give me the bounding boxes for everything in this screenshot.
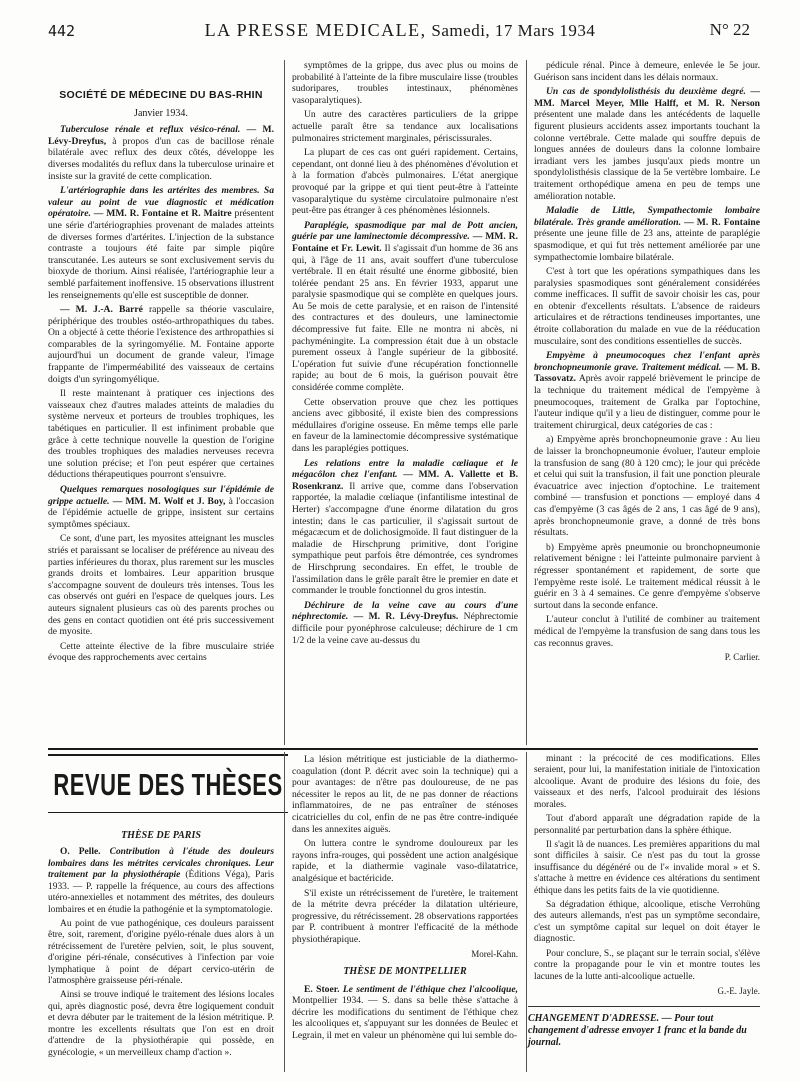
article-text: Il s'agit là de nuances. Les premières apparitions du mal sont difficiles à saisir. Ce n'est pas du tout la grosse insuffisance du dégénéré ou de l'« invalide moral » et S. s'attache à mettre en évidence ces altérations du sentiment éthique dans les petits faits de la vie quotidienne.	[534, 839, 760, 896]
article-text: La lésion métritique est justiciable de la diathermo-coagulation (dont P. décrit avec soin la technique) qui a pour avantages: de n'être pas douloureuse, de ne pas nécessiter le repos au lit, de ne pas donner de réactions inflammatoires, de ne pas entraîner de sténoses cicatricielles du col, enfin de ne pas être contre-indiquée dans les annexites aiguës.	[292, 754, 518, 835]
article-text: Cette atteinte élective de la fibre musculaire striée évoque des rapprochements avec certains	[48, 640, 274, 664]
article-paragraph	[48, 641, 274, 664]
article-paragraph	[534, 205, 760, 263]
journal-title: LA PRESSE MEDICALE,	[204, 20, 427, 40]
article-paragraph	[534, 754, 760, 811]
author-name: E. Stoer.	[304, 983, 340, 995]
article-paragraph	[534, 542, 760, 612]
author-name: — MM. A. Vallette et B. Rosenkranz.	[292, 469, 518, 492]
bottom-column-2	[292, 754, 518, 1045]
article-paragraph	[48, 919, 274, 988]
author-name: — M. J.-A. Barré	[60, 304, 143, 316]
article-title: L'artériographie dans les artérites des membres. Sa valeur au point de vue diagnostic et médication opératoire.	[48, 185, 274, 220]
article-paragraph	[48, 533, 274, 637]
article-text: Néphrectomie difficile pour pyonéphrose calculeuse; déchirure de 1 cm 1/2 de la veine cave au-dessus du	[292, 611, 518, 646]
article-paragraph	[534, 86, 760, 202]
article-paragraph	[292, 397, 518, 455]
article-paragraph	[534, 814, 760, 837]
article-text: à l'occasion de l'épidémie actuelle de grippe, insistent sur certains symptômes spéciaux.	[48, 495, 274, 530]
article-paragraph	[292, 458, 518, 597]
article-title: Le sentiment de l'éthique chez l'alcoolique,	[342, 983, 518, 995]
article-paragraph	[292, 600, 518, 646]
article-paragraph	[48, 388, 274, 481]
article-title: Paraplégie, spasmodique par mal de Pott ancien, guérie par une laminectomie décompressive.	[292, 219, 518, 243]
article-text: présentent une série d'artériographies provenant de malades atteints de diverses formes d'artérites. L'injection de la substance contraste a toujours été faite par simple piqûre transcutanée. Les auteurs se sont exclusivement servis du bioxyde de thorium. Ainsi réalisée, l'artériographie leur a semblé parfaitement inoffensive. 15 observations illustrent les renseignements qu'elle est susceptible de donner.	[48, 208, 274, 301]
section-date: Janvier 1934.	[134, 107, 188, 119]
revue-heading: REVUE DES THÈSES	[53, 766, 283, 802]
author-name: — M. R. Fontaine	[684, 216, 760, 228]
author-name: — M. R. Lévy-Dreyfus.	[353, 611, 459, 623]
rule	[48, 812, 288, 814]
author-name: — MM. M. Wolf et J. Boy,	[112, 495, 226, 507]
article-title: Un cas de spondylolisthésis du deuxième degré.	[546, 86, 746, 98]
signature: P. Carlier.	[724, 652, 760, 663]
article-title: Empyème à pneumocoques chez l'enfant après bronchopneumonie grave. Traitement médical.	[534, 350, 760, 373]
article-text: Tout d'abord apparaît une dégradation rapide de la personnalité par perturbation dans la sphère éthique.	[534, 814, 760, 836]
article-paragraph	[48, 304, 274, 385]
rule	[48, 754, 288, 756]
article-paragraph	[534, 60, 760, 83]
article-text: Cette observation prouve que chez les pottiques anciens avec gibbosité, il existe bien des compressions médullaires d'origine osseuse. En même temps elle parle en faveur de la laminectomie décompressive systématique dans les paraplégies pottiques.	[292, 396, 518, 454]
article-text: pédicule rénal. Pince à demeure, enlevée le 5e jour. Guérison sans incident dans les délais normaux.	[534, 60, 760, 83]
article-paragraph	[48, 124, 274, 182]
article-text: Il reste maintenant à pratiquer ces injections des vaisseaux chez d'autres malades atteints de maladies du système nerveux et porteurs de troubles trophiques, les tabétiques en particulier. Il est infiniment probable que grâce à cette technique nouvelle la question de l'origine des troubles trophiques des maladies nerveuses recevra une solution précise; et l'on peut espérer que certaines déductions thérapeutiques pourront s'ensuivre.	[48, 388, 274, 481]
author-name: — MM. R. Fontaine et R. Maitre	[93, 208, 232, 220]
signature: Morel-Kahn.	[471, 948, 518, 959]
article-text: Ce sont, d'une part, les myosites atteignant les muscles striés et paraissant se localiser de préférence au niveau des parties inférieures du thorax, plus rarement sur les muscles grands droits et lombaires. Leur apparition brusque s'accompagne souvent de douleurs très intenses. Tous les cas observés ont guéri en l'espace de quelques jours. Les auteurs signalent plusieurs cas où des parents proches ou des gens en contact quotidien ont été pris successivement de myosite.	[48, 533, 274, 638]
article-text: Après avoir rappelé brièvement le principe de la technique du traitement médical de l'empyème à pneumocoques, traitement de Gralka par l'optochine, l'auteur indique qu'il y a lieu de distinguer, comme pour le traitement chirurgical, deux catégories de cas :	[534, 373, 761, 431]
article-paragraph	[534, 840, 760, 897]
article-text: symptômes de la grippe, dus avec plus ou moins de probabilité à l'atteinte de la fibre musculaire lisse (troubles sudoripares, troubles intestinaux, phénomènes vasoparalytiques).	[292, 60, 518, 106]
article-text: présente une jeune fille de 23 ans, atteinte de paraplégie spasmodique, et qui fut très nettement améliorée par une sympathectomie lombaire bilatérale.	[534, 228, 760, 263]
column-1	[48, 90, 274, 667]
article-text: S'il existe un rétrécissement de l'uretère, le traitement de la métrite devra précéder la dilatation ultérieure, progressive, du rétrécissement. 28 observations rapportées par P. contribuent à montrer l'efficacité de la méthode physiothérapique.	[292, 887, 518, 945]
article-text: Il s'agissait d'un homme de 36 ans qui, à l'âge de 11 ans, avait souffert d'une tuberculose vertébrale. Il en était résulté une énorme gibbosité, bien tolérée pendant 25 ans. En février 1933, apparut une paralysie spasmodique qui se complète en quelques jours. Au 5e mois de cette paralysie, et en raison de l'intensité des contractures et des douleurs, une laminectomie décompressive fut faite. Elle ne montra ni abcès, ni pachyméningite. La compression était due à un obstacle purement osseux à l'angle supérieur de la gibbosité. L'opération fut suivie d'une récupération fonctionnelle rapide; au bout de 6 mois, la guérison pouvait être considérée comme complète.	[292, 242, 519, 394]
article-text: Ainsi se trouve indiqué le traitement des lésions locales qui, après diagnostic posé, devra être logiquement conduit et devra débuter par le traitement de la lésion métritique. P. montre les excellents résultats que l'on est en droit d'attendre de la physiothérapie qui possède, en gynécologie, « un merveilleux champ d'action ».	[48, 990, 274, 1058]
article-paragraph	[48, 484, 274, 530]
article-text: b) Empyème après pneumonie ou bronchopneumonie relativement bénigne : lei l'atteinte pulmonaire parvient à régresser spontanément et rapidement, de sorte que l'empyème reste isolé. Le traitement médical réussit à le guérir en 3 à 4 semaines. Ce genre d'empyème s'observe surtout dans la seconde enfance.	[534, 541, 760, 611]
article-paragraph	[48, 185, 274, 301]
journal-title-line	[0, 20, 800, 41]
column-divider	[284, 60, 285, 745]
article-text: minant : la précocité de ces modifications. Elles seraient, pour lui, la manifestation initiale de l'intoxication alcoolique. Avant de produire des lésions du foie, des vaisseaux et des nerfs, l'alcool produirait des lésions morales.	[534, 754, 760, 810]
bottom-column-1	[48, 824, 274, 1062]
horizontal-rule	[48, 748, 758, 750]
article-paragraph	[534, 614, 760, 649]
article-paragraph	[292, 109, 518, 144]
article-paragraph	[534, 266, 760, 347]
article-text: présentent une malade dans les antécédents de laquelle figurent plusieurs accidents assez importants touchant la colonne vertébrale. Cette malade qui souffre depuis de longues années de douleurs dans la colonne lombaire irradiant vers les jambes jusqu'aux pieds montre un spondylolisthésis classique de la 5e vertèbre lombaire. Le traitement orthopédique amena en peu de temps une amélioration notable.	[534, 109, 760, 202]
article-text: Montpellier 1934. — S. dans sa belle thèse s'attache à décrire les modifications du sentiment de l'éthique chez les alcooliques et, s'appuyant sur les données de Beulec et Legrain, il met en valeur un phénomène qui lui semble do-	[292, 995, 518, 1042]
section-heading: SOCIÉTÉ DE MÉDECINE DU BAS-RHIN	[59, 89, 263, 101]
article-paragraph	[292, 888, 518, 946]
article-text: à propos d'un cas de bacillose rénale bilatérale avec reflux des deux côtés, développe les diverses modalités du reflux dans la tuberculose urinaire et insiste sur la gravité de cette complication.	[48, 135, 275, 182]
article-paragraph	[292, 754, 518, 835]
article-text: La plupart de ces cas ont guéri rapidement. Certains, cependant, ont donné lieu à des phénomènes d'évolution et à la formation d'abcès pulmonaires. L'état anergique provoqué par la grippe et qui tient peut-être à l'atteinte vasoparalytique du système circulatoire pulmonaire n'est peut-être pas étranger à ces phénomènes lésionnels.	[292, 147, 518, 217]
author-name: — MM. R. Fontaine et Fr. Lewit.	[292, 231, 518, 254]
signature: G.-E. Jayle.	[717, 986, 760, 997]
article-paragraph	[534, 434, 760, 538]
author-name: O. Pelle.	[60, 847, 101, 858]
article-paragraph	[292, 984, 518, 1042]
article-paragraph	[292, 838, 518, 884]
column-divider	[284, 752, 285, 1072]
author-name: — M. B. Tassovatz.	[534, 361, 760, 385]
article-text: C'est à tort que les opérations sympathiques dans les paralysies spasmodiques sont généralement considérées comme inefficaces. Il suffit de savoir choisir les cas, pour en obtenir d'excellents résultats. L'absence de raideurs articulaires et de rétractions tendineuses importantes, une étroite collaboration du malade en vue de la rééducation musculaire, sont des conditions essentielles de succès.	[534, 266, 760, 347]
page-header	[0, 18, 800, 42]
article-paragraph	[292, 147, 518, 217]
bottom-column-3	[534, 754, 760, 997]
column-2	[292, 60, 518, 649]
article-paragraph	[292, 60, 518, 106]
article-title: Quelques remarques nosologiques sur l'épidémie de grippe actuelle.	[48, 484, 274, 507]
article-text: Un autre des caractères particuliers de la grippe actuelle paraît être sa tendance aux localisations pulmonaires strictement marginales, périscissurales.	[292, 109, 518, 144]
issue-number: N° 22	[709, 20, 750, 39]
article-text: rappelle sa théorie vasculaire, périphérique des troubles ostéo-arthropathiques du tabes. On a objecté à cette théorie l'existence des arthropathies si comparables de la syringomyélie. M. Fontaine apporte aujourd'hui un document de grande valeur, l'image frappante de l'imperméabilité des vaisseaux de certains doigts d'un syringomyélique.	[48, 304, 274, 385]
article-title: Déchirure de la veine cave au cours d'une néphrectomie.	[292, 599, 518, 623]
article-text: (Éditions Véga), Paris 1933. — P. rappelle la fréquence, au cours des affections utéro-annexielles et notamment des métrites, des douleurs lombaires et en étudie la pathogénie et la symptomatologie.	[48, 870, 274, 915]
article-text: Pour conclure, S., se plaçant sur le terrain social, s'élève contre la propagande pour le vin et montre toutes les lacunes de la lutte anti-alcoolique actuelle.	[534, 948, 760, 982]
article-title: Maladie de Little, Sympathectomie lombaire bilatérale. Très grande amélioration.	[534, 205, 760, 228]
article-text: a) Empyème après bronchopneumonie grave : Au lieu de laisser la bronchopneumonie évoluer, l'auteur emploie la transfusion de sang (80 à 120 cmc); le jour qui précède et celui qui suit la transfusion, il fait une ponction pleurale évacuatrice avec injection d'optochine. Le traitement combiné — transfusion et ponctions — employé dans 4 cas d'empyème (3 cas âgés de 2 ans, 1 cas âgé de 9 ans), après bronchopneumonie grave, a donné de très bons résultats.	[534, 434, 760, 539]
column-3	[534, 60, 760, 664]
these-paris-heading: THÈSE DE PARIS	[121, 830, 201, 841]
article-paragraph	[534, 350, 760, 431]
page-number: 442	[48, 22, 76, 40]
article-paragraph	[534, 949, 760, 983]
notice-box	[528, 1006, 760, 1049]
revue-des-theses-block	[48, 754, 288, 813]
article-text: Sa dégradation éthique, alcoolique, etische Verrohüng des auteurs allemands, n'est pas un symptôme secondaire, c'est un symptôme capital sur lequel on doit étayer le diagnostic.	[534, 900, 760, 945]
notice-title: CHANGEMENT D'ADRESSE.	[528, 1013, 660, 1024]
article-text: On luttera contre le syndrome douloureux par les rayons infra-rouges, qui possèdent une action analgésique rapide, et la diathermie vaginale vaso-dilatatrice, analgésique et bactéricide.	[292, 838, 518, 884]
article-paragraph	[48, 990, 274, 1059]
article-paragraph	[534, 900, 760, 946]
issue-date: Samedi, 17 Mars 1934	[431, 21, 596, 40]
article-title: Tuberculose rénale et reflux vésico-rénal. —	[60, 124, 257, 136]
article-text: Il arrive que, comme dans l'observation rapportée, la maladie cœliaque (infantilisme intestinal de Herter) s'accompagne d'une énorme dilatation du gros intestin; dans le cas particulier, il s'agissait surtout de mégacæcum et de dolichosigmoïde. Il faut distinguer de la maladie de Hirschprung primitive, dont l'origine sympathique peut parfois être démontrée, ces syndromes de Hirschprung secondaires. En effet, le trouble de l'assimilation dans le grêle paraît être le premier en date et commander le trouble fonctionnel du gros intestin.	[292, 480, 518, 597]
column-divider	[526, 60, 527, 745]
article-title: Contribution à l'étude des douleurs lombaires dans les métrites cervicales chroniques. Leur traitement par la physiothérapie	[48, 847, 275, 881]
article-text: L'auteur conclut à l'utilité de combiner au traitement médical de l'empyème la transfusion de sang dans tous les cas reconnus graves.	[534, 614, 760, 649]
column-divider	[526, 752, 527, 1072]
author-name: — MM. Marcel Meyer, Mlle Halff, et M. R. Nerson	[534, 86, 760, 109]
author-name: M. Lévy-Dreyfus,	[48, 124, 274, 147]
article-paragraph	[48, 847, 274, 916]
notice-text: — Pour tout changement d'adresse envoyer 1 franc et la bande du journal.	[528, 1013, 747, 1048]
article-title: Les relations entre la maladie cœliaque et le mégacôlon chez l'enfant.	[292, 457, 518, 481]
article-text: Au point de vue pathogénique, ces douleurs paraissent être, soit, rarement, d'origine pyélo-rénale dues alors à un rétrécissement de l'uretère pelvien, soit, le plus souvent, d'origine péri-rénale, consécutives à l'infection par voie lymphatique à point de départ cervico-utérin de l'atmosphère graisseuse péri-rénale.	[48, 918, 274, 987]
these-montpellier-heading: THÈSE DE MONTPELLIER	[343, 966, 467, 978]
article-paragraph	[292, 220, 518, 394]
